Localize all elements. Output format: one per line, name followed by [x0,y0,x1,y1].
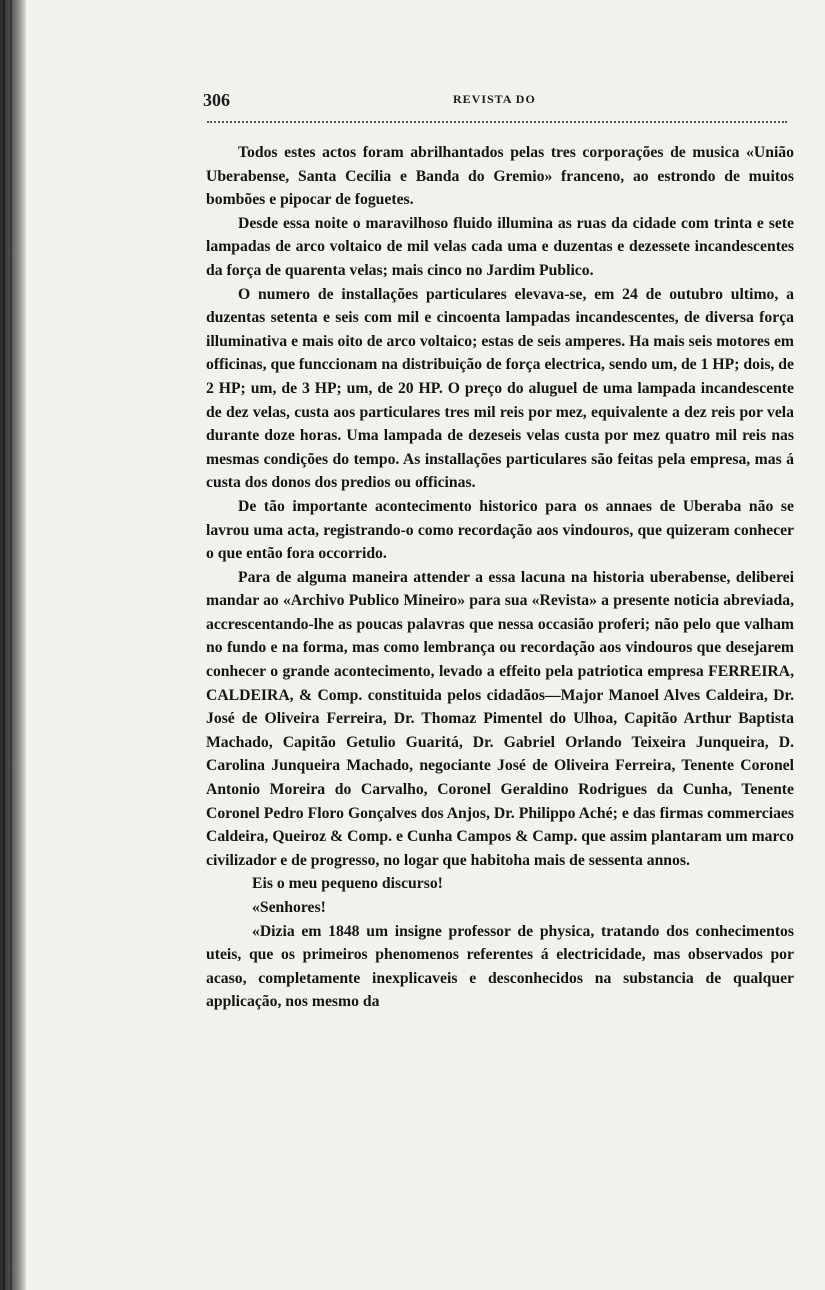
page-header [203,90,788,110]
paragraph: Para de alguma maneira attender a essa lacuna na historia uberabense, deliberei mandar ao «Archivo Publico Mineiro» para sua «Revista» a presente noticia abreviada, accrescentando-lhe as poucas palavras que nessa occasião proferi; não pelo que valham no fundo e na forma, mas como lembrança ou recordação aos vindouros que desejarem conhecer o grande acontecimento, levado a effeito pela patriotica empresa FERREIRA, CALDEIRA, & Comp. constituida pelos cidadãos—Major Manoel Alves Caldeira, Dr. José de Oliveira Ferreira, Dr. Thomaz Pimentel do Ulhoa, Capitão Arthur Baptista Machado, Capitão Getulio Guaritá, Dr. Gabriel Orlando Teixeira Junqueira, D. Carolina Junqueira Machado, negociante José de Oliveira Ferreira, Tenente Coronel Antonio Moreira do Carvalho, Coronel Geraldino Rodrigues da Cunha, Tenente Coronel Pedro Floro Gonçalves dos Anjos, Dr. Philippo Aché; e das firmas commerciaes Caldeira, Queiroz & Comp. e Cunha Campos & Camp. que assim plantaram um marco civilizador e de progresso, no logar que habitoha mais de sessenta annos. [206,568,794,869]
header-rule [207,121,787,123]
paragraph: O numero de installações particulares elevava-se, em 24 de outubro ultimo, a duzentas setenta e seis com mil e cincoenta lampadas incandescentes, de diversa força illuminativa e mais oito de arco voltaico; estas de seis amperes. Ha mais seis motores em officinas, que funccionam na distribuição de força electrica, sendo um, de 1 HP; dois, de 2 HP; um, de 3 HP; um, de 20 HP. O preço do aluguel de uma lampada incandescente de dez velas, custa aos particulares tres mil reis por mez, equivalente a dez reis por vela durante doze horas. Uma lampada de dezeseis velas custa por mez quatro mil reis nas mesmas condições do tempo. As installações particulares são feitas pela empresa, mas á custa dos donos dos predios ou officinas. [206,285,794,492]
paragraph: De tão importante acontecimento historico para os annaes de Uberaba não se lavrou uma acta, registrando-o como recordação aos vindouros, que quizeram conhecer o que então fora occorrido. [206,497,794,563]
running-title: REVISTA DO [453,92,536,106]
paragraph: Eis o meu pequeno discurso! [252,875,443,893]
paragraph: «Dizia em 1848 um insigne professor de physica, tratando dos conhecimentos uteis, que os primeiros phenomenos referentes á electricidade, mas observados por acaso, completamente inexplicaveis e desconhecidos na substancia de qualquer applicação, nos mesmo da [206,922,794,1011]
spine-edge-line [3,0,5,1290]
spine-edge-line [10,0,12,1290]
page-number: 306 [203,90,230,110]
paragraph: Desde essa noite o maravilhoso fluido illumina as ruas da cidade com trinta e sete lampadas de arco voltaico de mil velas cada uma e duzentas e dezessete incandescentes da força de quarenta velas; mais cinco no Jardim Publico. [206,214,794,279]
paragraph: Todos estes actos foram abrilhantados pelas tres corporações de musica «União Uberabense, Santa Cecilia e Banda do Gremio» franceno, ao estrondo de muitos bombões e pipocar de foguetes. [206,144,794,209]
paragraph: «Senhores! [252,899,326,916]
body-text [206,141,794,1014]
